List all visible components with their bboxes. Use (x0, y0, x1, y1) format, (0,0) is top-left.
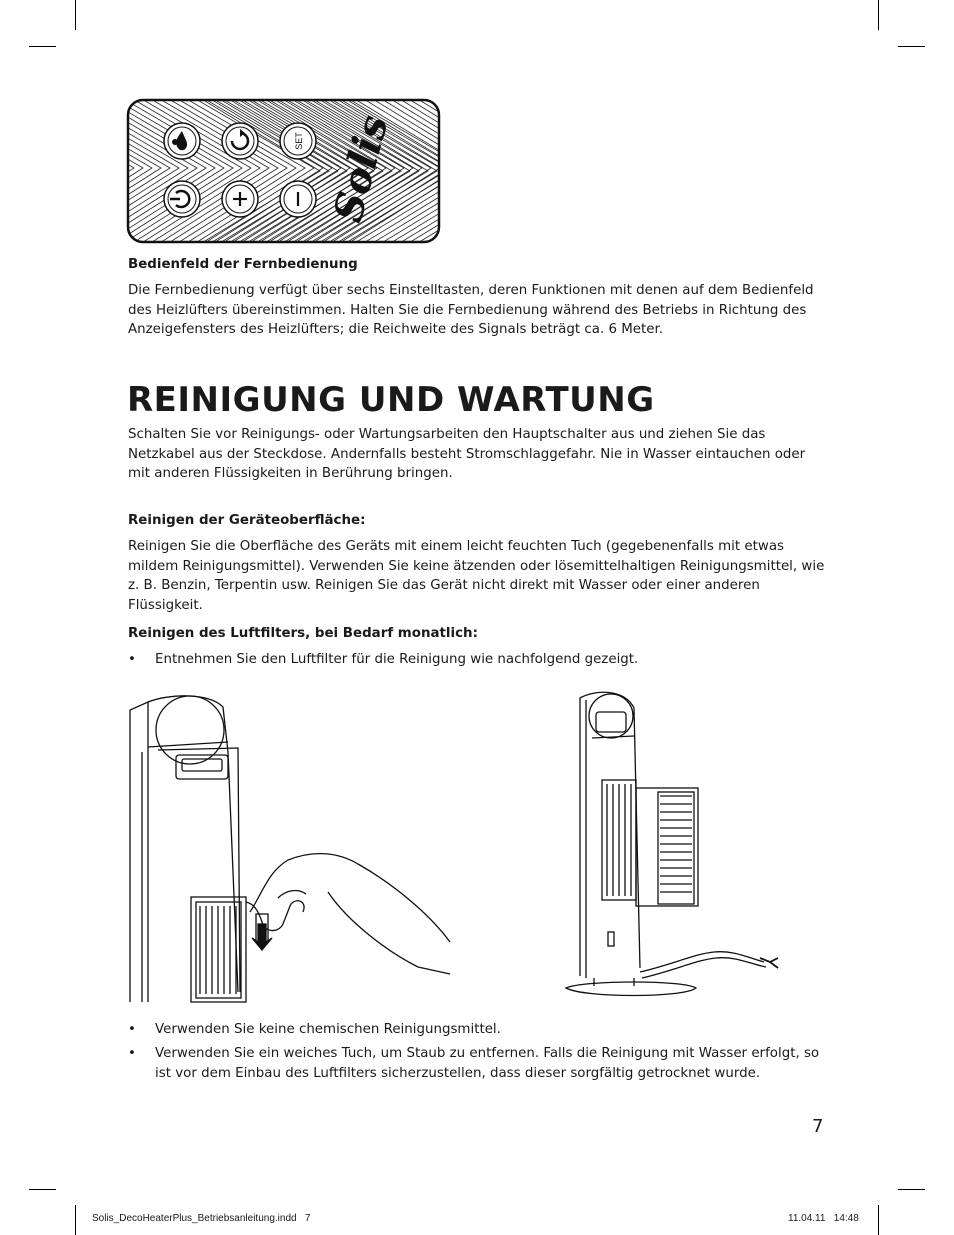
list-item-text: Verwenden Sie keine chemischen Reinigungsmittel. (155, 1022, 501, 1037)
remote-caption: Bedienfeld der Fernbedienung (128, 257, 358, 272)
power-button (164, 181, 200, 217)
crop-mark (878, 1205, 879, 1235)
minus-button (280, 181, 316, 217)
list-item-text: Verwenden Sie ein weiches Tuch, um Staub zu entfernen. Falls die Reinigung mit Wasser erfolgt, so ist vor dem Einbau des Luftfilters sicherzustellen, dass dieser sorgfältig getrocknet wurde. (155, 1046, 820, 1081)
set-label: SET (294, 132, 304, 150)
list-item-text: Entnehmen Sie den Luftfilter für die Reinigung wie nachfolgend gezeigt. (155, 652, 639, 667)
crop-mark (898, 46, 925, 47)
section-intro: Schalten Sie vor Reinigungs- oder Wartungsarbeiten den Hauptschalter aus und ziehen Sie das Netzkabel aus der Steckdose. Andernfalls besteht Stromschlaggefahr. Nie in Wasser eintauchen oder mit anderen Flüssigkeiten in Berührung bringen. (128, 427, 806, 481)
list-item (128, 650, 828, 670)
footer-timestamp: 11.04.11 14:48 (788, 1213, 859, 1224)
arrow-down-icon (252, 924, 272, 950)
crop-mark (75, 0, 76, 30)
section-title: REINIGUNG UND WARTUNG (127, 380, 655, 420)
filter-heading: Reinigen des Luftfilters, bei Bedarf monatlich: (128, 626, 478, 641)
crop-mark (29, 46, 56, 47)
filter-grille (200, 906, 236, 994)
crop-mark (29, 1189, 56, 1190)
bullet-icon: • (128, 652, 136, 667)
rotate-button (222, 123, 258, 159)
brand-logo: Solis (324, 110, 398, 227)
remote-control-illustration (126, 98, 441, 244)
plus-button (222, 181, 258, 217)
bullet-icon: • (128, 1046, 136, 1061)
air-filter (636, 788, 698, 906)
filter-removal-illustration (128, 692, 458, 1005)
surface-heading: Reinigen der Geräteoberfläche: (128, 513, 366, 528)
crop-mark (898, 1189, 925, 1190)
page-number: 7 (812, 1116, 824, 1137)
crop-mark (75, 1205, 76, 1235)
filter-removed-illustration (564, 688, 779, 1005)
list-item (128, 1044, 828, 1083)
list-item (128, 1020, 828, 1040)
surface-text: Reinigen Sie die Oberfläche des Geräts mit einem leicht feuchten Tuch (gegebenenfalls mit etwas mildem Reinigungsmittel). Verwenden Sie keine ätzenden oder lösemittelhaltigen Reinigungsmittel, wie z. B. Benzin, Terpentin usw. Reinigen Sie das Gerät nicht direkt mit Wasser oder einer anderen Flüssigkeit. (128, 539, 825, 613)
flame-button (164, 123, 200, 159)
footer-filename: Solis_DecoHeaterPlus_Betriebsanleitung.indd 7 (92, 1213, 311, 1224)
set-button (280, 123, 316, 159)
crop-mark (878, 0, 879, 30)
filter-grille (607, 784, 631, 896)
bullet-icon: • (128, 1022, 136, 1037)
remote-description: Die Fernbedienung verfügt über sechs Einstelltasten, deren Funktionen mit denen auf dem Bedienfeld des Heizlüfters übereinstimmen. Halten Sie die Fernbedienung während des Betriebs in Richtung des Anzeigefensters des Heizlüfters; die Reichweite des Signals beträgt ca. 6 Meter. (128, 283, 814, 337)
